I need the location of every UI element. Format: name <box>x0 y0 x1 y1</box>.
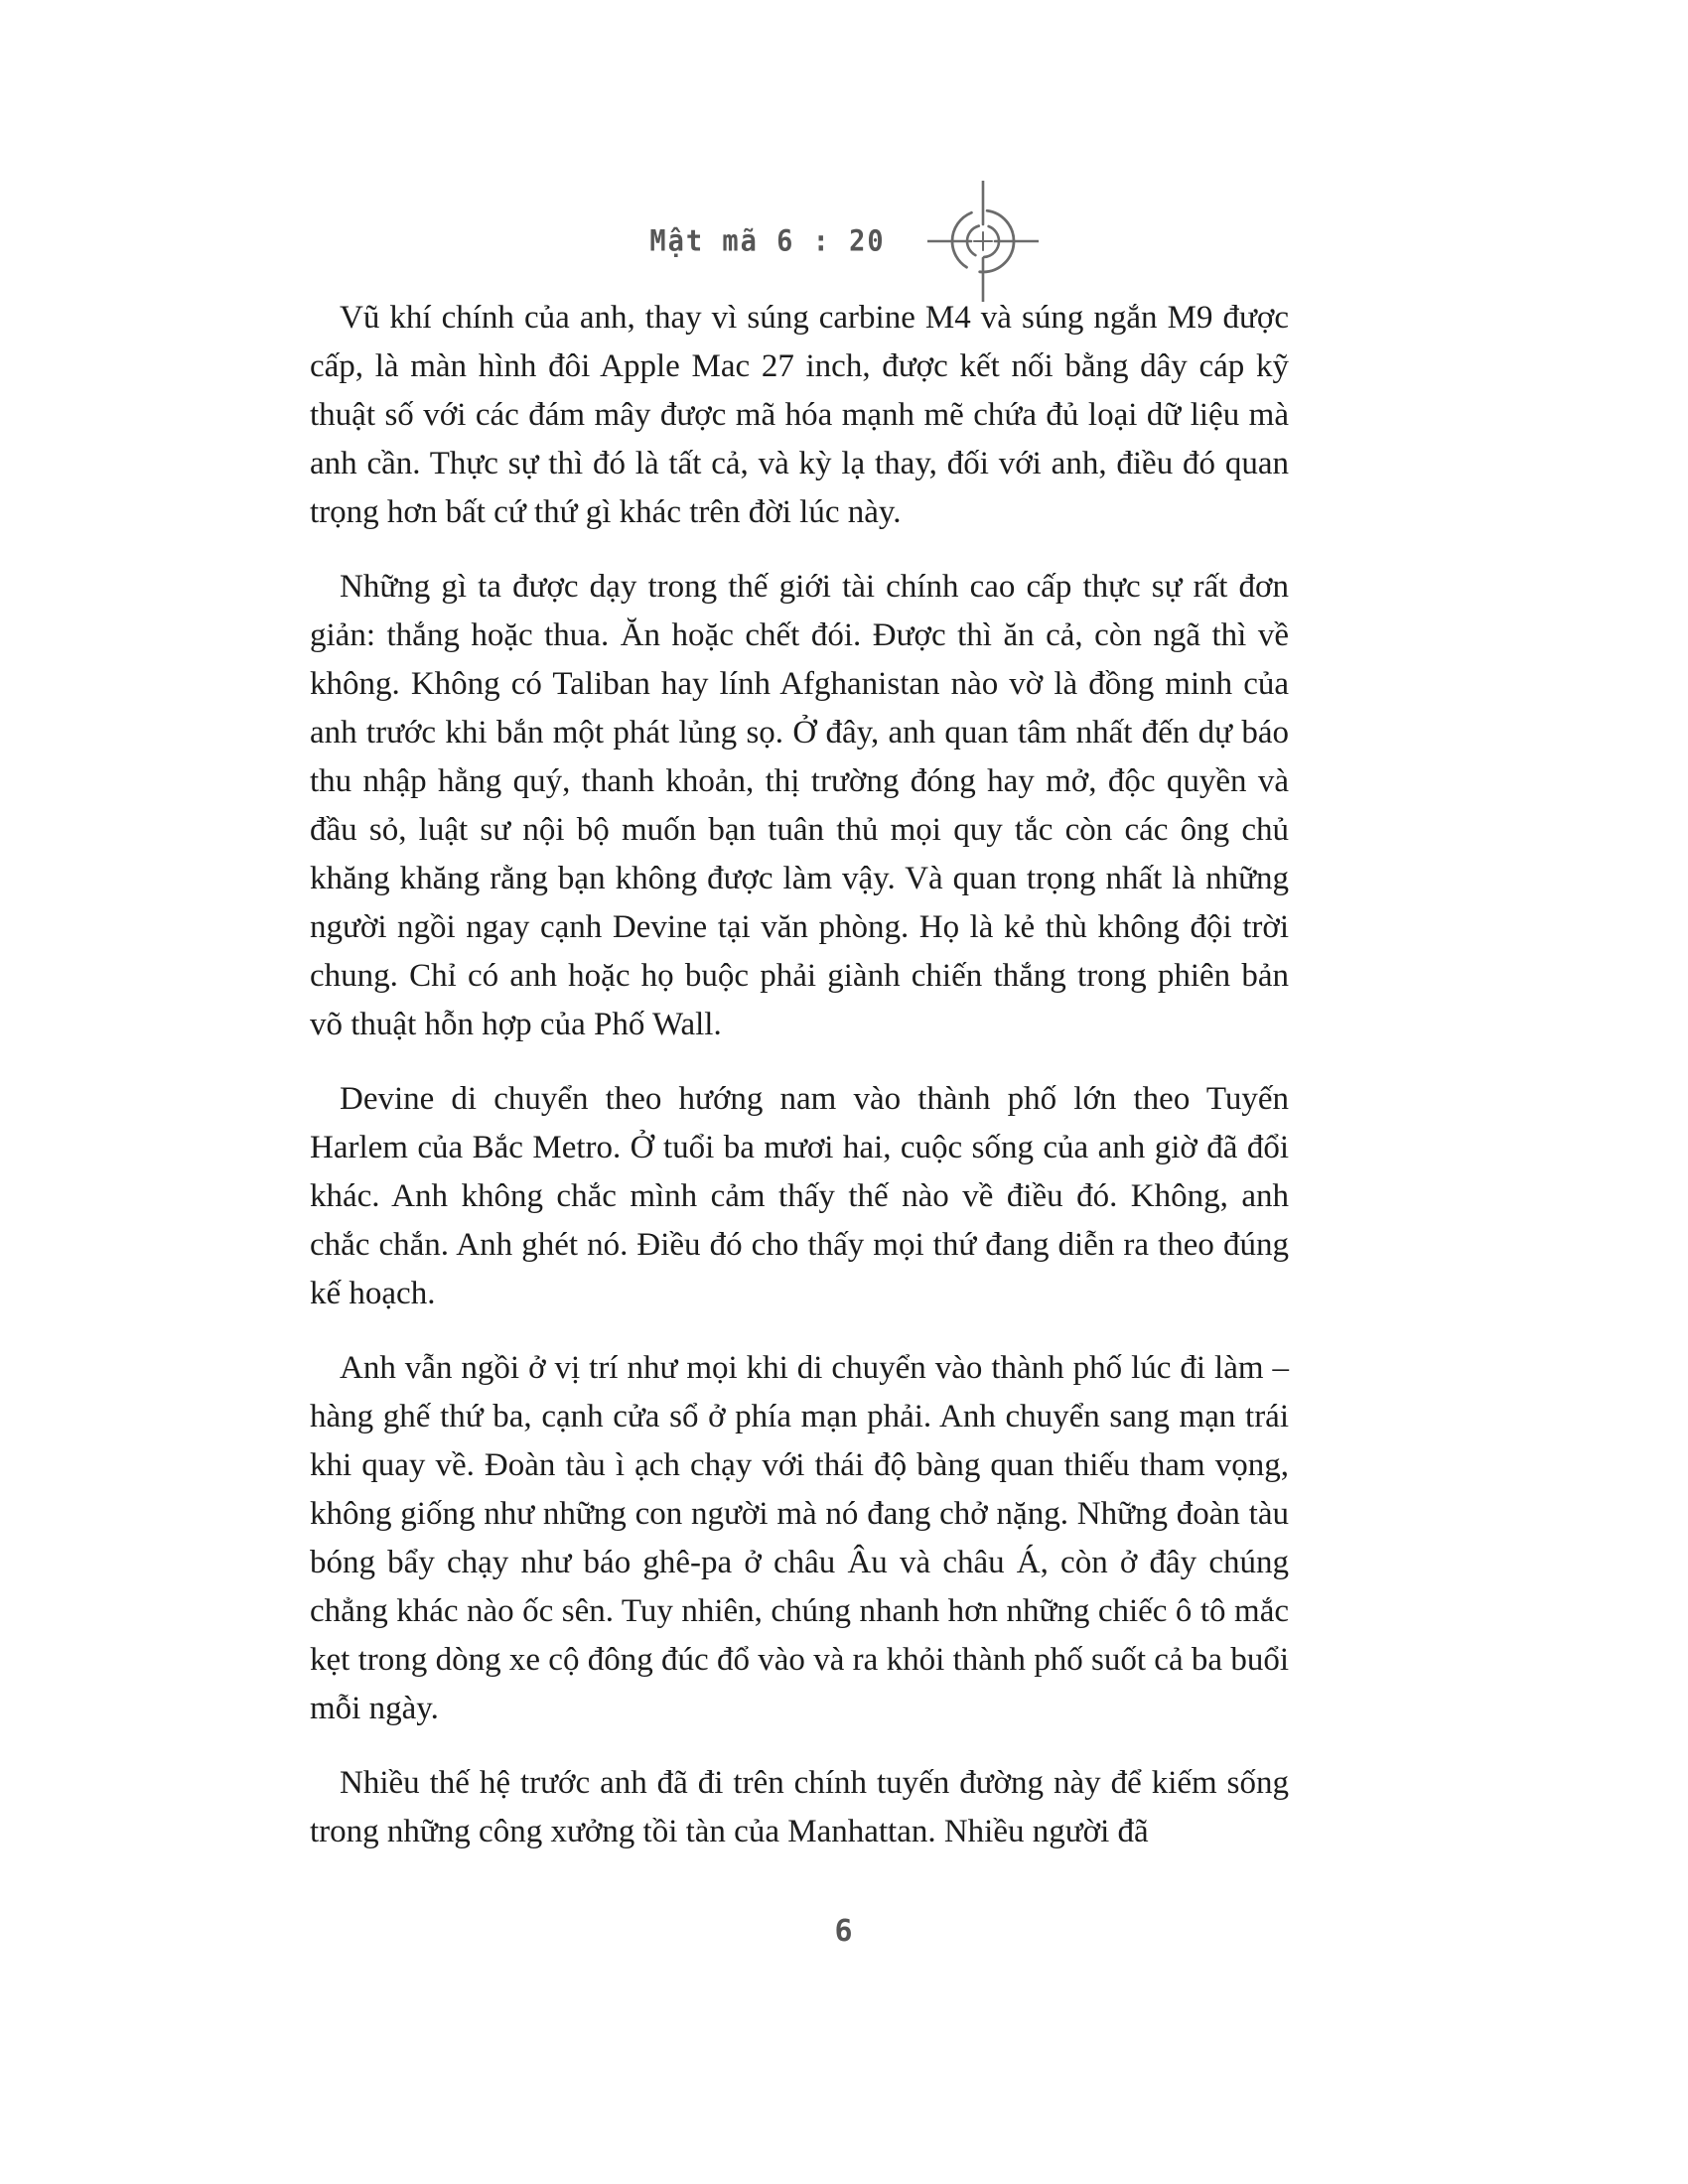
paragraph-3: Devine di chuyển theo hướng nam vào thành phố lớn theo Tuyến Harlem của Bắc Metro. Ở tuổi ba mươi hai, cuộc sống của anh giờ đã đổi khác. Anh không chắc mình cảm thấy thế nào về điều đó. Không, anh chắc chắn. Anh ghét nó. Điều đó cho thấy mọi thứ đang diễn ra theo đúng kế hoạch. <box>310 1081 1289 1311</box>
crosshair-target-icon <box>927 181 1039 302</box>
page-number: 6 <box>834 1914 854 1949</box>
running-head-title: Mật mã 6 : 20 <box>649 224 886 258</box>
page-footer <box>0 1914 1688 1949</box>
paragraph-4: Anh vẫn ngồi ở vị trí như mọi khi di chuyển vào thành phố lúc đi làm – hàng ghế thứ ba, cạnh cửa sổ ở phía mạn phải. Anh chuyển sang mạn trái khi quay về. Đoàn tàu ì ạch chạy với thái độ bàng quan thiếu tham vọng, không giống như những con người mà nó đang chở nặng. Những đoàn tàu bóng bẩy chạy như báo ghê-pa ở châu Âu và châu Á, còn ở đây chúng chẳng khác nào ốc sên. Tuy nhiên, chúng nhanh hơn những chiếc ô tô mắc kẹt trong dòng xe cộ đông đúc đổ vào và ra khỏi thành phố suốt cả ba buổi mỗi ngày. <box>310 1350 1289 1726</box>
paragraph-1: Vũ khí chính của anh, thay vì súng carbine M4 và súng ngắn M9 được cấp, là màn hình đôi Apple Mac 27 inch, được kết nối bằng dây cáp kỹ thuật số với các đám mây được mã hóa mạnh mẽ chứa đủ loại dữ liệu mà anh cần. Thực sự thì đó là tất cả, và kỳ lạ thay, đối với anh, điều đó quan trọng hơn bất cứ thứ gì khác trên đời lúc này. <box>310 300 1289 530</box>
paragraph-5: Nhiều thế hệ trước anh đã đi trên chính tuyến đường này để kiếm sống trong những công xưởng tồi tàn của Manhattan. Nhiều người đã <box>310 1765 1289 1849</box>
page-header <box>0 181 1688 302</box>
page-body <box>310 294 1289 1856</box>
paragraph-2: Những gì ta được dạy trong thế giới tài chính cao cấp thực sự rất đơn giản: thắng hoặc thua. Ăn hoặc chết đói. Được thì ăn cả, còn ngã thì về không. Không có Taliban hay lính Afghanistan nào vờ là đồng minh của anh trước khi bắn một phát lủng sọ. Ở đây, anh quan tâm nhất đến dự báo thu nhập hằng quý, thanh khoản, thị trường đóng hay mở, độc quyền và đầu sỏ, luật sư nội bộ muốn bạn tuân thủ mọi quy tắc còn các ông chủ khăng khăng rằng bạn không được làm vậy. Và quan trọng nhất là những người ngồi ngay cạnh Devine tại văn phòng. Họ là kẻ thù không đội trời chung. Chỉ có anh hoặc họ buộc phải giành chiến thắng trong phiên bản võ thuật hỗn hợp của Phố Wall. <box>310 569 1289 1042</box>
